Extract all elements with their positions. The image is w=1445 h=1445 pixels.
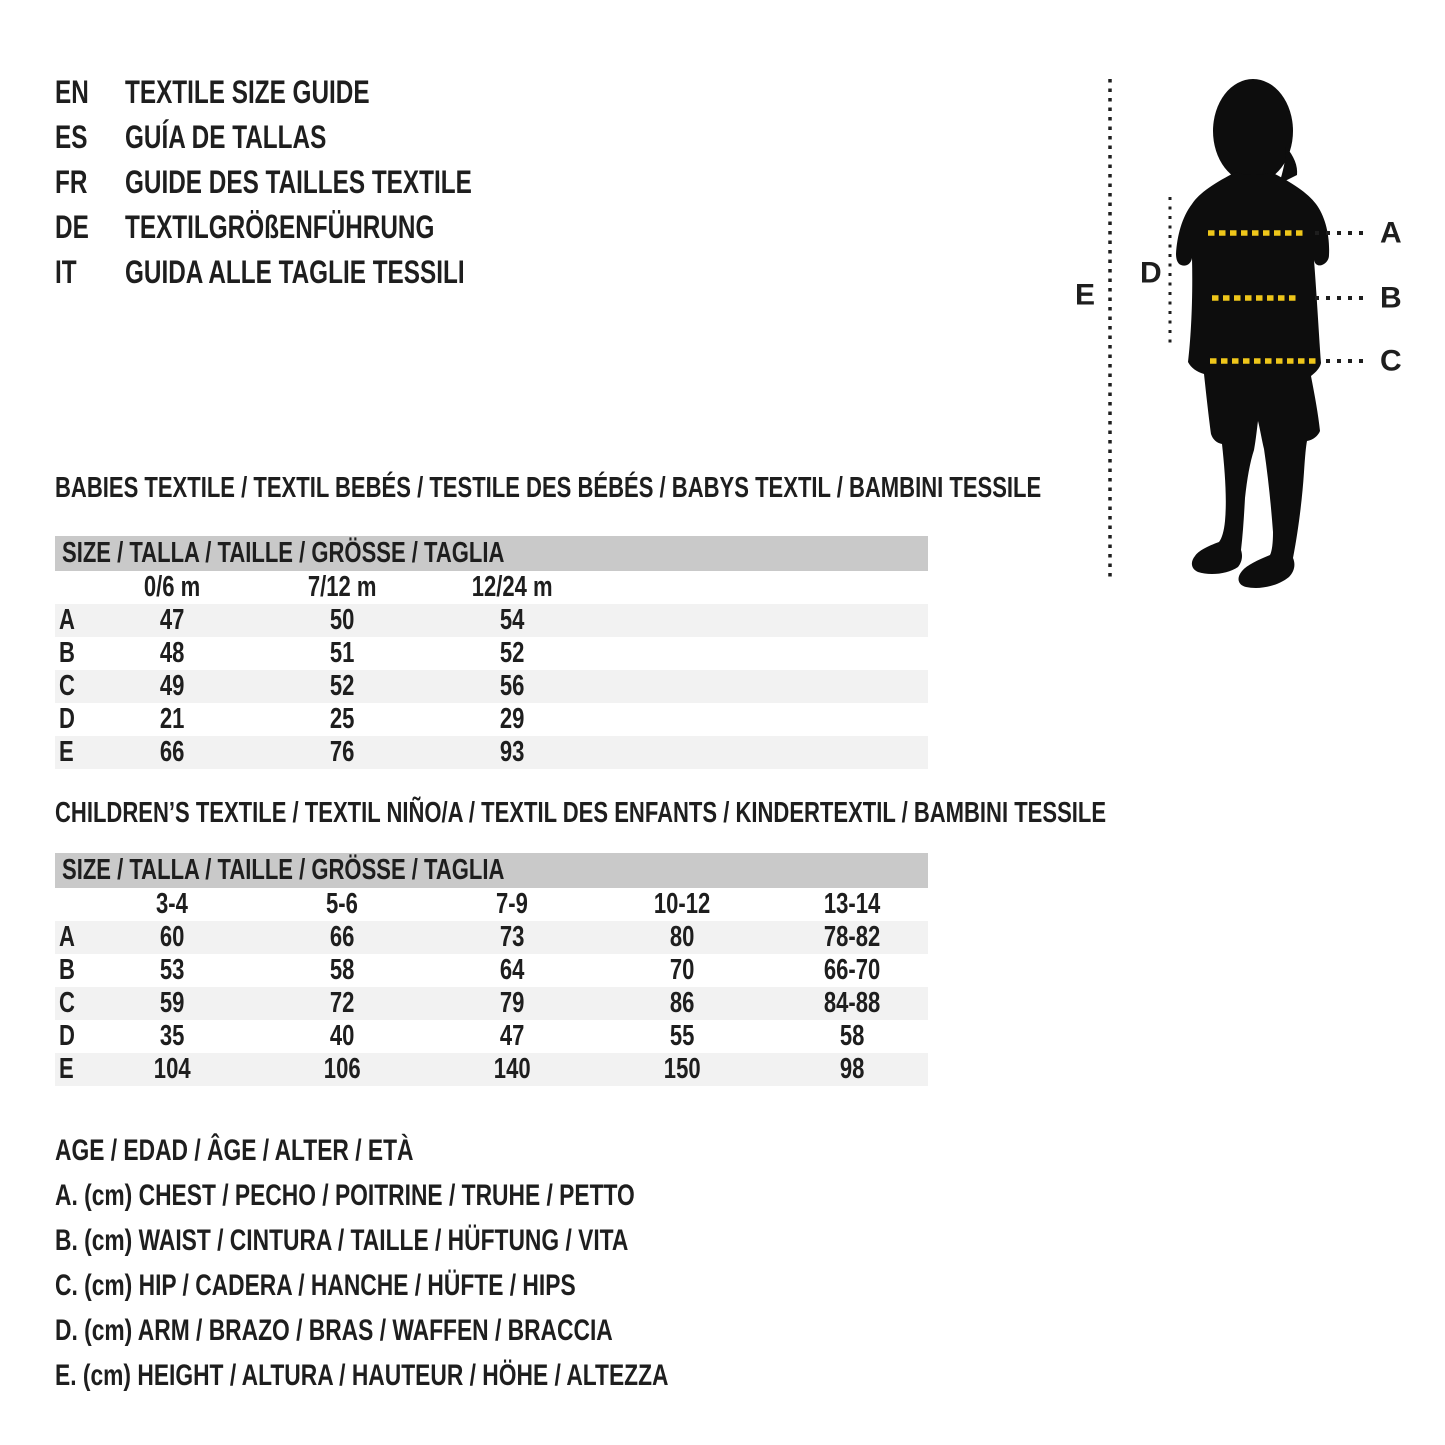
children-section-title (55, 796, 1438, 830)
table-cell (427, 670, 597, 703)
table-cell (597, 921, 767, 954)
table-row-e (55, 736, 928, 769)
cell-text: 47 (499, 1020, 525, 1052)
table-cell (257, 954, 427, 987)
table-row-a (55, 604, 928, 637)
row-label-text: C (59, 987, 75, 1019)
cell-text: 80 (669, 921, 695, 953)
language-row-es (55, 115, 581, 160)
table-cell (257, 921, 427, 954)
cell-text: 48 (159, 637, 185, 669)
column-header (597, 888, 767, 921)
cell-text: 150 (663, 1053, 701, 1085)
table-cell (767, 987, 937, 1020)
cell-text: 35 (159, 1020, 185, 1052)
measurement-legend (55, 1128, 862, 1398)
cell-text: 47 (159, 604, 185, 636)
legend-line-text: A. (cm) CHEST / PECHO / POITRINE / TRUHE / PETTO (55, 1179, 635, 1212)
table-cell (597, 987, 767, 1020)
language-code (55, 250, 125, 295)
legend-line-text: AGE / EDAD / ÂGE / ALTER / ETÀ (55, 1134, 414, 1167)
cell-text: 58 (839, 1020, 865, 1052)
language-title-text: GUIDA ALLE TAGLIE TESSILI (125, 254, 465, 290)
cell-text: 79 (499, 987, 525, 1019)
table-cell (767, 1020, 937, 1053)
children-section-title-text: CHILDREN’S TEXTILE / TEXTIL NIÑO/A / TEXTIL DES ENFANTS / KINDERTEXTIL / BAMBINI TESSILE (55, 797, 1107, 829)
table-cell (257, 1053, 427, 1086)
legend-line-text: E. (cm) HEIGHT / ALTURA / HAUTEUR / HÖHE / ALTEZZA (55, 1359, 669, 1392)
legend-line-waist (55, 1218, 862, 1263)
height-label-e: E (1075, 278, 1096, 312)
cell-text: 106 (323, 1053, 361, 1085)
column-header-text: 12/24 m (471, 571, 553, 603)
column-header (87, 571, 257, 604)
babies-size-header-bar (55, 536, 928, 571)
children-column-header-row (55, 888, 928, 921)
table-cell (257, 1020, 427, 1053)
table-cell (597, 1053, 767, 1086)
row-label (55, 921, 87, 954)
column-header-text: 3-4 (156, 888, 188, 920)
table-row-b (55, 954, 928, 987)
column-header-text: 7-9 (496, 888, 528, 920)
legend-line-text: C. (cm) HIP / CADERA / HANCHE / HÜFTE / HIPS (55, 1269, 576, 1302)
table-cell (87, 670, 257, 703)
language-title-text: TEXTILE SIZE GUIDE (125, 74, 370, 110)
babies-section-title (55, 471, 1353, 505)
language-code (55, 70, 125, 115)
row-label (55, 954, 87, 987)
table-cell (87, 1020, 257, 1053)
table-cell (87, 736, 257, 769)
cell-text: 51 (329, 637, 355, 669)
row-label (55, 1020, 87, 1053)
column-header-text: 10-12 (653, 888, 711, 920)
row-label (55, 703, 87, 736)
table-row-e (55, 1053, 928, 1086)
cell-text: 21 (159, 703, 185, 735)
waist-label-b: B (1380, 281, 1402, 315)
legend-line-chest (55, 1173, 862, 1218)
language-code-text: IT (55, 254, 77, 290)
cell-text: 64 (499, 954, 525, 986)
table-cell (257, 703, 427, 736)
table-cell (87, 921, 257, 954)
language-title (125, 160, 581, 205)
table-cell (257, 637, 427, 670)
cell-text: 29 (499, 703, 525, 735)
language-title (125, 70, 447, 115)
row-label-text: A (59, 921, 75, 953)
cell-text: 66 (329, 921, 355, 953)
column-header (257, 888, 427, 921)
language-code-text: DE (55, 209, 89, 245)
language-code (55, 115, 125, 160)
column-header (87, 888, 257, 921)
cell-text: 58 (329, 954, 355, 986)
babies-size-header-text: SIZE / TALLA / TAILLE / GRÖSSE / TAGLIA (62, 537, 505, 569)
table-cell (427, 604, 597, 637)
table-row-c (55, 670, 928, 703)
row-label-text: E (59, 736, 74, 768)
language-code-text: FR (55, 164, 88, 200)
cell-text: 73 (499, 921, 525, 953)
children-size-header-text: SIZE / TALLA / TAILLE / GRÖSSE / TAGLIA (62, 854, 505, 886)
table-cell (87, 637, 257, 670)
table-cell (427, 1053, 597, 1086)
table-cell (427, 736, 597, 769)
row-label-text: D (59, 1020, 75, 1052)
cell-text: 53 (159, 954, 185, 986)
column-header-text: 0/6 m (143, 571, 201, 603)
arm-label-d: D (1140, 256, 1162, 290)
column-header (257, 571, 427, 604)
child-silhouette (1176, 79, 1329, 588)
table-cell (257, 670, 427, 703)
cell-text: 72 (329, 987, 355, 1019)
language-title (125, 115, 390, 160)
language-row-fr (55, 160, 581, 205)
table-row-d (55, 1020, 928, 1053)
row-label (55, 670, 87, 703)
language-title-text: GUÍA DE TALLAS (125, 119, 327, 155)
table-cell (87, 987, 257, 1020)
legend-line-age (55, 1128, 862, 1173)
row-label-text: D (59, 703, 75, 735)
column-header-text: 7/12 m (307, 571, 377, 603)
language-code-text: ES (55, 119, 88, 155)
language-row-en (55, 70, 581, 115)
table-cell (597, 954, 767, 987)
cell-text: 40 (329, 1020, 355, 1052)
table-row-d (55, 703, 928, 736)
column-header (427, 888, 597, 921)
legend-line-height (55, 1353, 862, 1398)
column-header-text: 13-14 (823, 888, 881, 920)
table-cell (257, 736, 427, 769)
table-cell (767, 954, 937, 987)
cell-text: 93 (499, 736, 525, 768)
language-title-text: TEXTILGRÖßENFÜHRUNG (125, 209, 435, 245)
language-code (55, 160, 125, 205)
cell-text: 60 (159, 921, 185, 953)
language-code-text: EN (55, 74, 89, 110)
cell-text: 84-88 (823, 987, 881, 1019)
cell-text: 49 (159, 670, 185, 702)
table-cell (87, 954, 257, 987)
cell-text: 140 (493, 1053, 531, 1085)
language-code (55, 205, 125, 250)
table-cell (427, 954, 597, 987)
legend-line-hip (55, 1263, 862, 1308)
hip-label-c: C (1380, 344, 1402, 378)
language-row-de (55, 205, 581, 250)
row-label (55, 736, 87, 769)
cell-text: 70 (669, 954, 695, 986)
table-cell (427, 1020, 597, 1053)
table-row-a (55, 921, 928, 954)
babies-size-table (55, 536, 928, 769)
column-header (427, 571, 597, 604)
legend-line-arm (55, 1308, 862, 1353)
children-size-header-bar (55, 853, 928, 888)
cell-text: 78-82 (823, 921, 881, 953)
row-label-text: A (59, 604, 75, 636)
cell-text: 86 (669, 987, 695, 1019)
children-size-table (55, 853, 928, 1086)
cell-text: 66-70 (823, 954, 881, 986)
table-cell (87, 604, 257, 637)
row-label-text: B (59, 637, 75, 669)
legend-line-text: B. (cm) WAIST / CINTURA / TAILLE / HÜFTUNG / VITA (55, 1224, 629, 1257)
row-label-text: B (59, 954, 75, 986)
table-cell (257, 604, 427, 637)
babies-section-title-text: BABIES TEXTILE / TEXTIL BEBÉS / TESTILE DES BÉBÉS / BABYS TEXTIL / BAMBINI TESSILE (55, 472, 1042, 504)
cell-text: 104 (153, 1053, 191, 1085)
cell-text: 98 (839, 1053, 865, 1085)
language-row-it (55, 250, 581, 295)
language-title (125, 250, 572, 295)
babies-column-header-row (55, 571, 928, 604)
cell-text: 56 (499, 670, 525, 702)
table-cell (427, 987, 597, 1020)
table-cell (87, 1053, 257, 1086)
child-measurement-diagram (1050, 55, 1445, 600)
row-label-text: E (59, 1053, 74, 1085)
table-row-b (55, 637, 928, 670)
cell-text: 66 (159, 736, 185, 768)
column-header-text: 5-6 (326, 888, 358, 920)
cell-text: 50 (329, 604, 355, 636)
cell-text: 54 (499, 604, 525, 636)
language-title-text: GUIDE DES TAILLES TEXTILE (125, 164, 472, 200)
table-cell (427, 921, 597, 954)
cell-text: 55 (669, 1020, 695, 1052)
language-title (125, 205, 532, 250)
cell-text: 76 (329, 736, 355, 768)
table-cell (427, 703, 597, 736)
table-cell (767, 921, 937, 954)
cell-text: 52 (329, 670, 355, 702)
row-label (55, 987, 87, 1020)
cell-text: 25 (329, 703, 355, 735)
row-label (55, 604, 87, 637)
table-cell (427, 637, 597, 670)
legend-line-text: D. (cm) ARM / BRAZO / BRAS / WAFFEN / BRACCIA (55, 1314, 613, 1347)
row-label (55, 1053, 87, 1086)
table-cell (87, 703, 257, 736)
row-label-text: C (59, 670, 75, 702)
row-label (55, 637, 87, 670)
language-title-block (55, 70, 581, 295)
table-cell (767, 1053, 937, 1086)
table-cell (597, 1020, 767, 1053)
column-header (767, 888, 937, 921)
table-cell (257, 987, 427, 1020)
cell-text: 59 (159, 987, 185, 1019)
chest-label-a: A (1380, 216, 1402, 250)
cell-text: 52 (499, 637, 525, 669)
table-row-c (55, 987, 928, 1020)
